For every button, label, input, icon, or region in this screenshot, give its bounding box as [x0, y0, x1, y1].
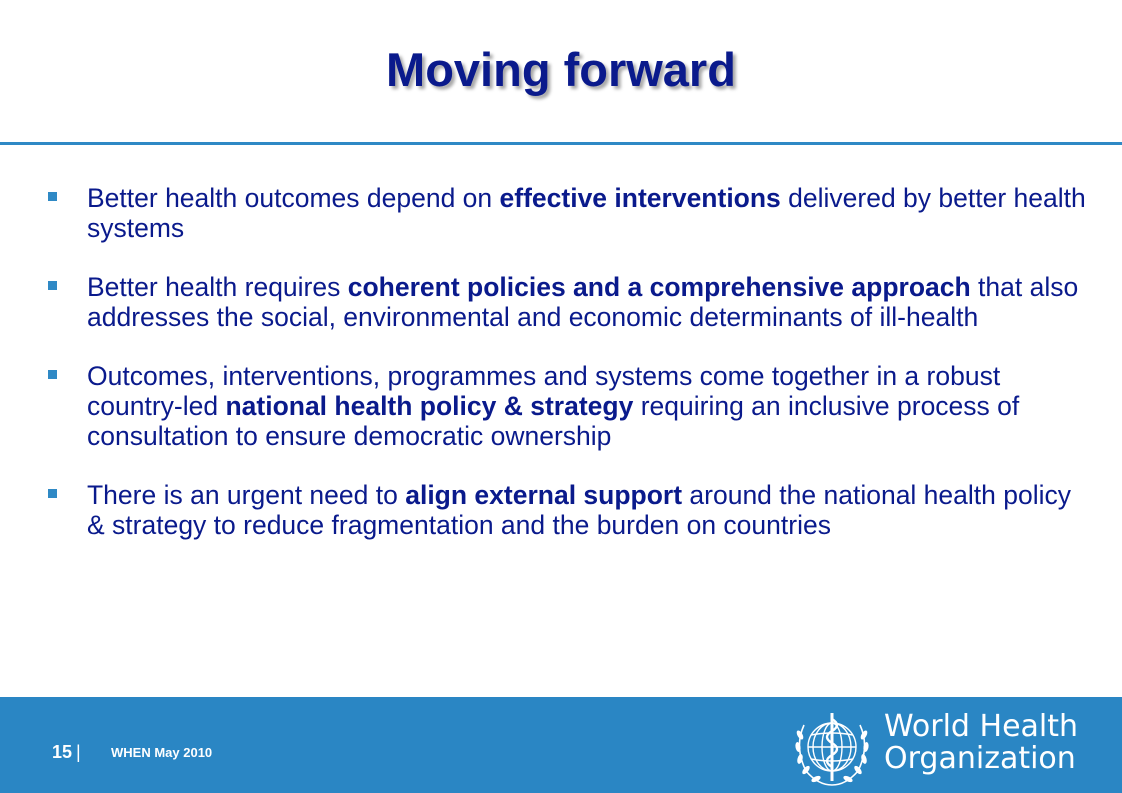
org-name-line1: World Health — [884, 709, 1079, 744]
who-emblem-icon — [790, 705, 874, 789]
bullet-item — [48, 272, 1088, 332]
bullet-text: There is an urgent need to align external support around the national health policy & strategy to reduce fragmentation and the burden on countries — [87, 480, 1071, 540]
who-wordmark — [884, 711, 1078, 775]
square-bullet-icon — [48, 370, 57, 379]
page-number: 15 — [52, 742, 73, 762]
org-name-line2: Organization — [884, 741, 1076, 776]
bullet-list — [48, 183, 1088, 569]
bullet-item — [48, 361, 1088, 451]
square-bullet-icon — [48, 489, 57, 498]
bullet-text: Better health requires coherent policies and a comprehensive approach that also addresses the social, environmental and economic determinants of ill-health — [87, 272, 1079, 332]
title-divider — [0, 142, 1122, 145]
square-bullet-icon — [48, 192, 57, 201]
bullet-item — [48, 183, 1088, 243]
square-bullet-icon — [48, 281, 57, 290]
bullet-text: Better health outcomes depend on effective interventions delivered by better health systems — [87, 183, 1086, 243]
bullet-item — [48, 480, 1088, 540]
page-separator: | — [76, 742, 81, 762]
footer-event-date: WHEN May 2010 — [111, 745, 213, 760]
footer-bar — [0, 697, 1122, 793]
slide-title: Moving forward — [386, 43, 736, 96]
bullet-text: Outcomes, interventions, programmes and systems come together in a robust country-led national health policy & strategy requiring an inclusive process of consultation to ensure democratic ownership — [87, 361, 1020, 451]
